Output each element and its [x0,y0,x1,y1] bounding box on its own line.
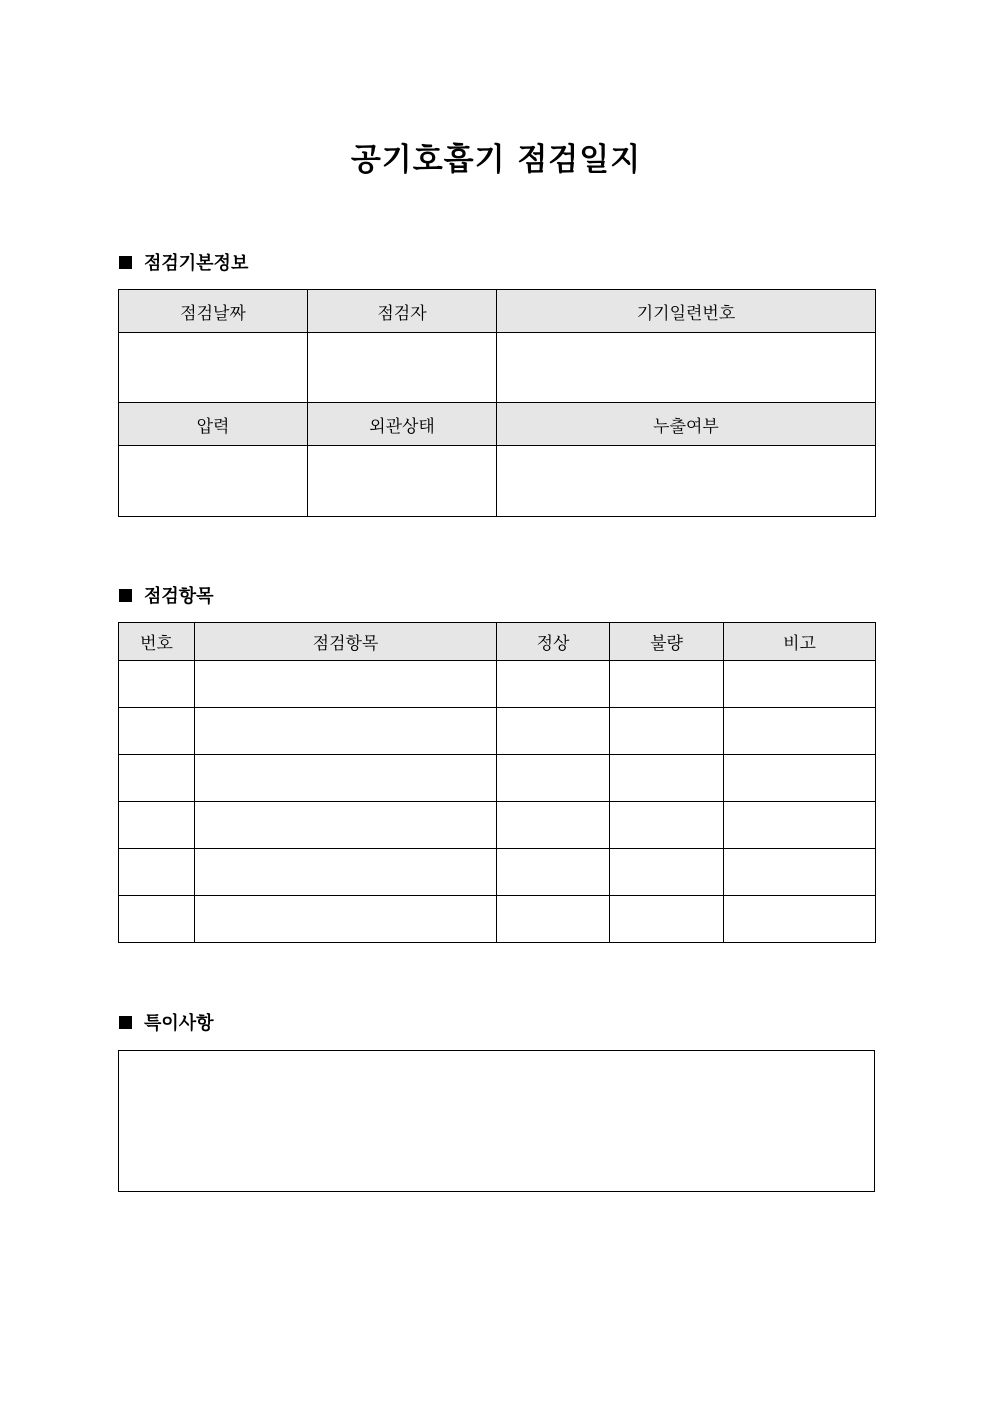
check-item-cell[interactable] [195,802,497,849]
basic-info-table [118,289,876,517]
header-cell-defective: 불량 [610,623,724,661]
number-cell[interactable] [119,661,195,708]
section-heading-basic-info [119,252,248,276]
normal-cell[interactable] [497,708,610,755]
normal-cell[interactable] [497,755,610,802]
defective-cell[interactable] [610,849,724,896]
leak-field[interactable] [497,446,876,517]
defective-cell[interactable] [610,802,724,849]
remarks-cell[interactable] [724,802,876,849]
normal-cell[interactable] [497,661,610,708]
remarks-cell[interactable] [724,755,876,802]
appearance-field[interactable] [308,446,497,517]
header-row [119,403,876,446]
header-cell-number: 번호 [119,623,195,661]
number-cell[interactable] [119,849,195,896]
number-cell[interactable] [119,755,195,802]
notes-box[interactable] [118,1050,875,1192]
defective-cell[interactable] [610,708,724,755]
check-item-cell[interactable] [195,849,497,896]
number-cell[interactable] [119,896,195,943]
table-row [119,849,876,896]
section-heading-check-items [119,585,214,609]
normal-cell[interactable] [497,896,610,943]
section-heading-text: 특이사항 [144,1013,214,1034]
normal-cell[interactable] [497,849,610,896]
defective-cell[interactable] [610,896,724,943]
check-item-cell[interactable] [195,755,497,802]
square-bullet-icon [119,256,132,269]
remarks-cell[interactable] [724,896,876,943]
section-heading-text: 점검기본정보 [144,253,249,274]
square-bullet-icon [119,1016,132,1029]
normal-cell[interactable] [497,802,610,849]
header-cell-remarks: 비고 [724,623,876,661]
number-cell[interactable] [119,708,195,755]
inspection-date-field[interactable] [119,333,308,403]
number-cell[interactable] [119,802,195,849]
remarks-cell[interactable] [724,708,876,755]
remarks-cell[interactable] [724,661,876,708]
input-row [119,446,876,517]
check-item-cell[interactable] [195,708,497,755]
serial-number-field[interactable] [497,333,876,403]
inspector-field[interactable] [308,333,497,403]
header-cell-leak: 누출여부 [497,403,876,446]
page-title: 공기호흡기 점검일지 [350,142,642,178]
header-cell-normal: 정상 [497,623,610,661]
header-cell-appearance: 외관상태 [308,403,497,446]
defective-cell[interactable] [610,755,724,802]
table-row [119,708,876,755]
header-cell-check-item: 점검항목 [195,623,497,661]
check-item-cell[interactable] [195,896,497,943]
header-row [119,623,876,661]
remarks-cell[interactable] [724,849,876,896]
table-row [119,896,876,943]
header-cell-inspector: 점검자 [308,290,497,333]
header-cell-pressure: 압력 [119,403,308,446]
header-cell-inspection-date: 점검날짜 [119,290,308,333]
table-row [119,661,876,708]
input-row [119,333,876,403]
table-row [119,802,876,849]
defective-cell[interactable] [610,661,724,708]
section-heading-notes [119,1012,214,1036]
header-row [119,290,876,333]
check-item-cell[interactable] [195,661,497,708]
square-bullet-icon [119,589,132,602]
header-cell-serial-number: 기기일련번호 [497,290,876,333]
section-heading-text: 점검항목 [144,586,214,607]
check-items-table [118,622,876,943]
pressure-field[interactable] [119,446,308,517]
table-row [119,755,876,802]
